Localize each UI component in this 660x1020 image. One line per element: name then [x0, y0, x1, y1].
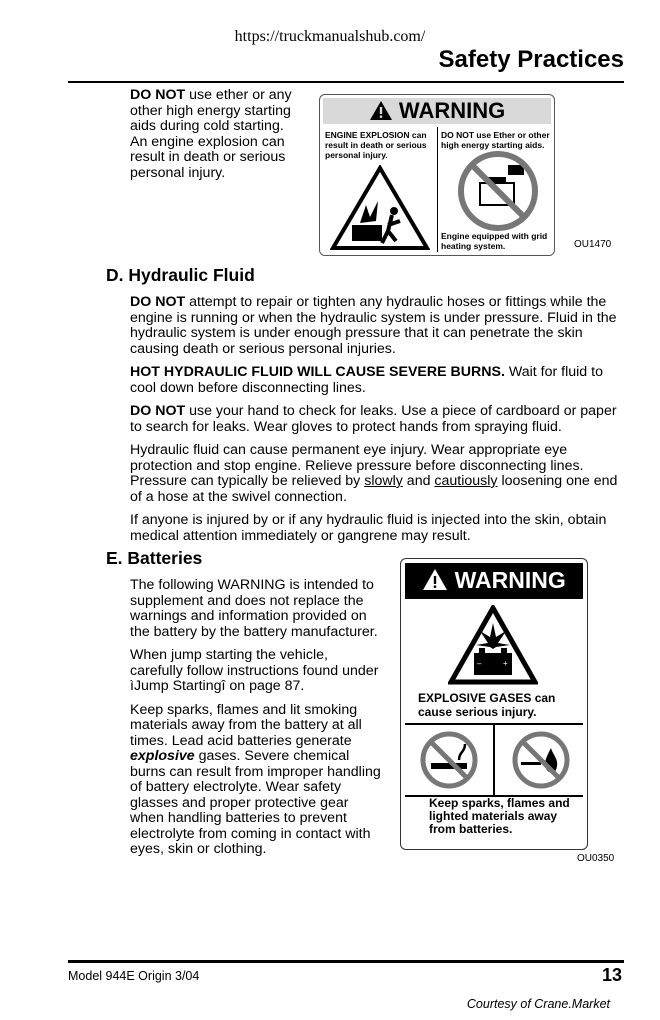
p4-slowly: slowly	[364, 473, 403, 489]
battery-banner-text: WARNING	[454, 567, 566, 593]
p4-mid: and	[402, 473, 435, 489]
p4-b: loosening one end of a hose at the swivel connection.	[130, 473, 618, 505]
p2-text: Wait for fluid to cool down before disconnecting lines.	[130, 364, 603, 396]
page-title: Safety Practices	[438, 46, 624, 73]
grid-heating-text: Engine equipped with grid heating system.	[441, 231, 548, 251]
hydraulic-paragraph-4	[130, 443, 622, 505]
page-number: 13	[601, 965, 622, 985]
prohibition-row	[405, 723, 583, 797]
engine-explosion-icon	[330, 165, 430, 256]
warning-banner	[323, 98, 551, 124]
battery-warning-label	[400, 558, 588, 850]
svg-text:+: +	[503, 659, 508, 668]
warning-triangle-icon	[369, 98, 399, 123]
hydraulic-paragraph-3	[130, 404, 622, 435]
p3-a: Keep sparks, flames and lit smoking materials away from the battery at all times. Lead acid batteries generate	[130, 701, 362, 749]
section-e-heading: E. Batteries	[106, 548, 203, 568]
battery-paragraph-2: When jump starting the vehicle, carefully follow instructions found under ìJump Startingî on page 87.	[130, 647, 379, 694]
p4-a: Hydraulic fluid can cause permanent eye injury. Wear appropriate eye protection and stop engine. Relieve pressure before disconnecting lines. Pressure can typically be relieved by	[130, 442, 584, 489]
section-d-heading: D. Hydraulic Fluid	[106, 265, 255, 285]
p1-bold: DO NOT	[130, 294, 186, 310]
source-url: https://truckmanualshub.com/	[234, 28, 426, 45]
ether-warning-text: DO NOT use Ether or other high energy starting aids.	[441, 130, 550, 150]
engine-warning-label	[319, 94, 555, 256]
hydraulic-paragraph-2	[130, 365, 622, 396]
banner-rule	[405, 597, 583, 599]
battery-warning-banner	[405, 563, 583, 597]
figure-code-ou0350: OU0350	[577, 853, 615, 864]
footer-rule	[68, 960, 624, 963]
warning-banner-text: WARNING	[398, 98, 506, 123]
svg-text:–: –	[477, 659, 482, 668]
battery-paragraph-1: The following WARNING is intended to supplement and does not replace the warnings and information provided on the battery by the battery manufacturer.	[130, 577, 378, 640]
prohibition-divider	[493, 725, 495, 795]
header-rule	[68, 81, 624, 83]
courtesy-note: Courtesy of Crane.Market	[466, 997, 610, 1011]
keep-sparks-text: Keep sparks, flames and lighted materials away from batteries.	[429, 796, 570, 836]
figure-code-ou1470: OU1470	[574, 239, 612, 250]
p3-text: use your hand to check for leaks. Use a piece of cardboard or paper to search for leaks. Wear gloves to protect hands from spraying fluid.	[130, 403, 617, 435]
hydraulic-paragraph-5: If anyone is injured by or if any hydraulic fluid is injected into the skin, obtain medical attention immediately or gangrene may result.	[130, 512, 607, 544]
ether-paragraph	[130, 88, 302, 181]
label-divider	[437, 127, 438, 252]
battery-explosion-icon	[448, 605, 538, 690]
p3-explosive: explosive	[130, 748, 195, 764]
ether-bold: DO NOT	[130, 87, 186, 103]
model-origin: Model 944E Origin 3/04	[68, 969, 200, 983]
p3-b: gases. Severe chemical burns can result from improper handling of battery electrolyte. Wear safety glasses and proper protective gear when handling batteries to prevent electrolyte from coming in contact with eyes, skin or clothing.	[130, 748, 381, 857]
no-flames-icon	[511, 730, 571, 795]
p2-bold: HOT HYDRAULIC FLUID WILL CAUSE SEVERE BURNS.	[130, 364, 505, 380]
p3-bold: DO NOT	[130, 403, 186, 419]
warning-triangle-icon	[422, 567, 454, 593]
p4-cautiously: cautiously	[434, 473, 498, 489]
no-ether-icon	[456, 149, 540, 238]
hydraulic-paragraph-1	[130, 295, 622, 357]
battery-paragraph-3	[130, 703, 384, 858]
ether-text: use ether or any other high energy starting aids during cold starting. An engine explosion can result in death or serious personal injury.	[130, 87, 292, 181]
p1-text: attempt to repair or tighten any hydraulic hoses or fittings while the engine is running or when the hydraulic system is under pressure. Fluid in the hydraulic system is under enough pressure that it can penetrate the skin causing death or serious personal injuries.	[130, 294, 617, 357]
no-smoking-icon	[419, 730, 479, 795]
section-d-body	[130, 295, 622, 552]
section-e-body	[130, 578, 384, 866]
explosion-text: ENGINE EXPLOSION can result in death or serious personal injury.	[325, 130, 427, 160]
explosive-gases-text: EXPLOSIVE GASES can cause serious injury.	[418, 691, 556, 719]
